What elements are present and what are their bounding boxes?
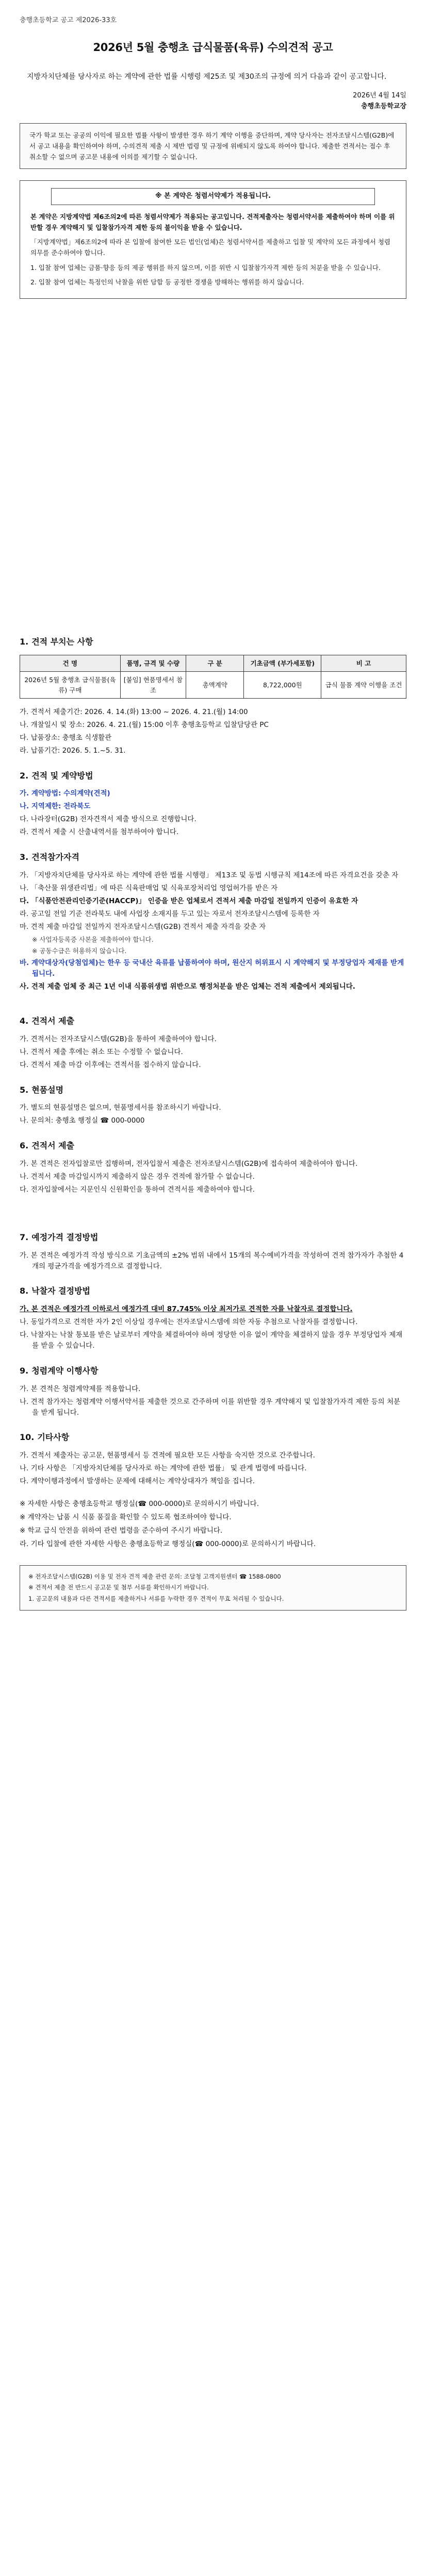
section-5-item: 가. 별도의 현품설명은 없으며, 현품명세서를 참조하시기 바랍니다. <box>20 1104 221 1112</box>
footer-note-box <box>20 1565 406 1611</box>
col-header: 품명, 규격 및 수량 <box>120 655 186 671</box>
table-row <box>20 672 406 699</box>
section-10-item: 가. 견적서 제출자는 공고문, 현품명세서 등 견적에 필요한 모든 사항을 숙지한 것으로 간주합니다. <box>20 1451 315 1460</box>
table-cell: [붙임] 현품명세서 참조 <box>120 672 186 699</box>
section-3-item: 다. 「식품안전관리인증기준(HACCP)」 인증을 받은 업체로서 견적서 제출 마감일 전일까지 인증이 유효한 자 <box>20 896 358 905</box>
integrity-rule-1: 본 계약은 지방계약법 제6조의2에 따른 청렴서약제가 적용되는 공고입니다. 견적제출자는 청렴서약서를 제출하여야 하며 이를 위반할 경우 계약해지 및 입찰참가자격 제한 등의 불이익을 받을 수 있습니다. <box>30 212 395 231</box>
section-10-item: 다. 계약이행과정에서 발생하는 문제에 대해서는 계약상대자가 책임을 집니다. <box>20 1477 255 1486</box>
section-10-item: 나. 기타 사항은 「지방자치단체를 당사자로 하는 계약에 관한 법률」 및 관계 법령에 따릅니다. <box>20 1464 307 1473</box>
closing-note: 라. 기타 입찰에 관한 자세한 사항은 충행초등학교 행정실(☎ 000-0000)로 문의하시기 바랍니다. <box>20 1539 316 1548</box>
notice-date: 2026년 4월 14일 <box>353 92 406 100</box>
integrity-rule-2: 「지방계약법」제6조의2에 따라 본 입찰에 참여한 모든 법인(업체)은 청렴서약서를 제출하고 입찰 및 계약의 모든 과정에서 청렴의무를 준수하여야 합니다. <box>30 238 390 257</box>
section-3-note: ※ 사업자등록증 사본을 제출하여야 합니다. <box>32 935 154 943</box>
section-3-note: ※ 공동수급은 허용하지 않습니다. <box>32 946 127 955</box>
footer-note: 1. 공고문의 내용과 다른 견적서를 제출하거나 서류를 누락한 경우 견적이 무효 처리될 수 있습니다. <box>28 1595 284 1602</box>
section-6-item: 가. 본 견적은 전자입찰로만 집행하며, 전자입찰서 제출은 전자조달시스템(G2B)에 접속하여 제출하여야 합니다. <box>20 1160 358 1168</box>
section-6-item: 나. 견적서 제출 마감일시까지 제출하지 않은 경우 견적에 참가할 수 없습니다. <box>20 1172 255 1181</box>
section-2-item: 가. 계약방법: 수의계약(견적) <box>20 789 110 798</box>
section-1-item: 가. 견적서 제출기간: 2026. 4. 14.(화) 13:00 ~ 2026. 4. 21.(월) 14:00 <box>20 707 248 716</box>
intro-text: 지방자치단체를 당사자로 하는 계약에 관한 법률 시행령 제25조 및 제30조의 규정에 의거 다음과 같이 공고합니다. <box>27 72 387 81</box>
section-9-item: 가. 본 견적은 청렴계약제를 적용합니다. <box>20 1384 141 1393</box>
closing-note: ※ 계약자는 납품 시 식품 품질을 확인할 수 있도록 협조하여야 합니다. <box>20 1513 232 1521</box>
section-6-item: 다. 전자입찰에서는 지문인식 신원확인을 통하여 견적서를 제출하여야 합니다. <box>20 1185 255 1194</box>
section-3-item: 라. 공고일 전일 기준 전라북도 내에 사업장 소재지를 두고 있는 자로서 전자조달시스템에 등록한 자 <box>20 909 320 918</box>
section-8-item: 나. 동일가격으로 견적한 자가 2인 이상일 경우에는 전자조달시스템에 의한 자동 추첨으로 낙찰자를 결정합니다. <box>20 1318 358 1327</box>
section-2-title: 2. 견적 및 계약방법 <box>20 770 93 781</box>
spec-table <box>20 655 406 699</box>
section-2-item: 다. 나라장터(G2B) 전자견적서 제출 방식으로 진행합니다. <box>20 815 196 824</box>
table-cell: 총액계약 <box>186 672 244 699</box>
section-3-item: 사. 견적 제출 업체 중 최근 1년 이내 식품위생법 위반으로 행정처분을 받은 업체는 견적 제출에서 제외됩니다. <box>20 982 355 991</box>
section-7-title: 7. 예정가격 결정방법 <box>20 1232 99 1242</box>
section-8-title: 8. 낙찰자 결정방법 <box>20 1286 90 1296</box>
closing-note: ※ 학교 급식 안전을 위하여 관련 법령을 준수하여 주시기 바랍니다. <box>20 1526 223 1535</box>
section-5-item: 나. 문의처: 충행초 행정실 ☎ 000-0000 <box>20 1116 145 1125</box>
closing-note: ※ 자세한 사항은 충행초등학교 행정실(☎ 000-0000)로 문의하시기 바랍니다. <box>20 1500 259 1509</box>
integrity-rule-4: 2. 입찰 참여 업체는 특정인의 낙찰을 위한 담합 등 공정한 경쟁을 방해하는 행위를 하지 않습니다. <box>30 278 304 286</box>
col-header: 건 명 <box>20 655 121 671</box>
section-1-item: 라. 납품기간: 2026. 5. 1.~5. 31. <box>20 746 126 755</box>
integrity-rules-title: ※ 본 계약은 청렴서약제가 적용됩니다. <box>51 188 375 205</box>
table-cell: 급식 물품 계약 이행을 조건 <box>321 672 406 699</box>
section-10-title: 10. 기타사항 <box>20 1432 70 1443</box>
section-4-title: 4. 견적서 제출 <box>20 1016 75 1026</box>
blank-space <box>20 313 406 622</box>
section-7-item: 가. 본 견적은 예정가격 작성 방식으로 기초금액의 ±2% 범위 내에서 15개의 복수예비가격을 작성하여 견적 참가자가 추첨한 4개의 평균가격을 예정가격으로 결정합니다. <box>20 1251 404 1270</box>
footer-note: ※ 전자조달시스템(G2B) 이용 및 전자 견적 제출 관련 문의: 조달청 고객지원센터 ☎ 1588-0800 <box>28 1572 281 1580</box>
section-3-item: 가. 「지방자치단체를 당사자로 하는 계약에 관한 법률 시행령」 제13조 및 동법 시행규칙 제14조에 따른 자격요건을 갖춘 자 <box>20 871 399 879</box>
footer-note: ※ 견적서 제출 전 반드시 공고문 및 첨부 서류를 확인하시기 바랍니다. <box>28 1584 209 1591</box>
col-header: 구 분 <box>186 655 244 671</box>
section-1-item: 나. 개찰일시 및 장소: 2026. 4. 21.(월) 15:00 이후 충행초등학교 입찰담당관 PC <box>20 720 269 729</box>
section-5-title: 5. 현품설명 <box>20 1084 64 1095</box>
section-8-item: 다. 낙찰자는 낙찰 통보를 받은 날로부터 계약을 체결하여야 하며 정당한 이유 없이 계약을 체결하지 않을 경우 부정당업자 제재를 받을 수 있습니다. <box>20 1331 403 1350</box>
section-6-title: 6. 견적서 제출 <box>20 1141 75 1151</box>
page-title: 2026년 5월 충행초 급식물품(육류) 수의견적 공고 <box>93 41 333 54</box>
notice-quote-box: 국가 학교 또는 공공의 이익에 필요한 법률 사항이 발생한 경우 하기 계약 이행을 중단하며, 계약 당사자는 전자조달시스템(G2B)에서 공고 내용을 확인하여야 하며, 수의견적 제출 시 제반 법령 및 규정에 위배되지 않도록 하여야 합니다. 제출한 견적서는 접수 후 취소할 수 없으며 공고문 내용에 이의를 제기할 수 없습니다. <box>20 123 406 170</box>
section-4-item: 가. 견적서는 전자조달시스템(G2B)을 통하여 제출하여야 합니다. <box>20 1035 217 1043</box>
spec-table-header <box>20 655 406 671</box>
section-1-item: 다. 납품장소: 충행초 식생활관 <box>20 733 112 742</box>
issuing-org: 충행초등학교장 <box>361 102 406 110</box>
section-4-item: 다. 견적서 제출 마감 이후에는 견적서를 접수하지 않습니다. <box>20 1060 201 1069</box>
section-1-title: 1. 견적 부치는 사항 <box>20 637 93 647</box>
col-header: 기초금액 (부가세포함) <box>244 655 321 671</box>
section-2-item: 나. 지역제한: 전라북도 <box>20 802 91 811</box>
table-cell: 2026년 5월 충행초 급식물품(육류) 구매 <box>20 672 121 699</box>
section-9-title: 9. 청렴계약 이행사항 <box>20 1365 99 1376</box>
integrity-rule-3: 1. 입찰 참여 업체는 금품·향응 등의 제공 행위를 하지 않으며, 이를 위반 시 입찰참가자격 제한 등의 처분을 받을 수 있습니다. <box>30 263 381 272</box>
section-3-item: 나. 「축산물 위생관리법」에 따른 식육판매업 및 식육포장처리업 영업허가를 받은 자 <box>20 884 278 892</box>
section-2-item: 라. 견적서 제출 시 산출내역서를 첨부하여야 합니다. <box>20 828 179 837</box>
section-4-item: 나. 견적서 제출 후에는 취소 또는 수정할 수 없습니다. <box>20 1047 183 1056</box>
notice-number: 충행초등학교 공고 제2026-33호 <box>20 16 117 24</box>
section-9-item: 나. 견적 참가자는 청렴계약 이행서약서를 제출한 것으로 간주하며 이를 위반할 경우 계약해지 및 입찰참가자격 제한 등의 처분을 받게 됩니다. <box>20 1397 401 1417</box>
col-header: 비 고 <box>321 655 406 671</box>
section-3-item: 바. 계약대상자(당첨업체)는 한우 등 국내산 육류를 납품하여야 하며, 원산지 허위표시 시 계약해지 및 부정당업자 제재를 받게 됩니다. <box>20 959 404 978</box>
section-3-item: 마. 견적 제출 마감일 전일까지 전자조달시스템(G2B) 견적서 제출 자격을 갖춘 자 <box>20 922 266 931</box>
integrity-rules-box <box>20 180 406 299</box>
section-8-item: 가. 본 견적은 예정가격 이하로서 예정가격 대비 87.745% 이상 최저가로 견적한 자를 낙찰자로 결정합니다. <box>20 1305 353 1314</box>
section-3-title: 3. 견적참가자격 <box>20 852 79 862</box>
table-cell: 8,722,000원 <box>244 672 321 699</box>
